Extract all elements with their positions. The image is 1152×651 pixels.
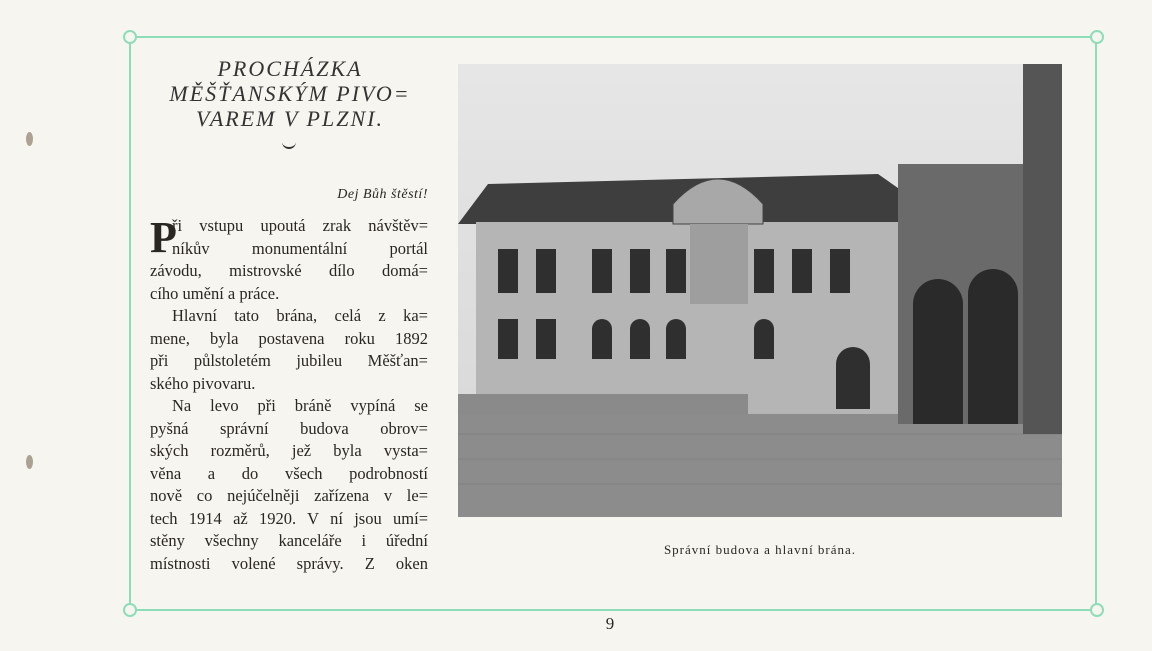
frame-ornament [123,30,137,44]
binder-hole [26,455,33,469]
motto: Dej Bůh štěstí! [337,187,428,202]
page-number: 9 [605,614,615,633]
text-line: Na levo při bráně vypíná se [172,396,428,415]
text-line: věna a do všech podrobností [150,463,428,483]
text-line: ři vstupu upoutá zrak návštěv= [172,216,428,235]
text-line: Hlavní tato brána, celá z ka= [172,306,428,325]
text-line: tech 1914 až 1920. V ní jsou umí= [150,508,428,528]
title-line: VAREM V PLZNI. [196,106,384,131]
drop-cap: P [150,213,177,262]
chapter-title [140,56,440,131]
frame-ornament [1090,30,1104,44]
frame-ornament [1090,603,1104,617]
title-line: MĚŠŤANSKÝM PIVO= [169,81,411,106]
text-line: ských rozměrů, jež byla vysta= [150,441,428,460]
text-line: nově co nejúčelněji zařízena v le= [150,486,428,505]
text-line: při půlstoletém jubileu Měšťan= [150,351,428,370]
text-line: stěny všechny kanceláře i úřední [150,531,428,550]
text-line: mene, byla postavena roku 1892 [150,328,428,348]
text-line: místnosti volené správy. Z oken [150,553,428,573]
text-line: níkův monumentální portál [172,238,428,258]
text-line: závodu, mistrovské dílo domá= [150,261,428,280]
body-text [150,215,428,575]
title-line: PROCHÁZKA [217,56,363,81]
text-line: ského pivovaru. [150,373,256,393]
photo-caption: Správní budova a hlavní brána. [663,542,857,557]
binder-hole [26,132,33,146]
building-photo [458,64,1062,517]
text-line: cího umění a práce. [150,283,280,303]
frame-ornament [123,603,137,617]
text-line: pyšná správní budova obrov= [150,418,428,438]
